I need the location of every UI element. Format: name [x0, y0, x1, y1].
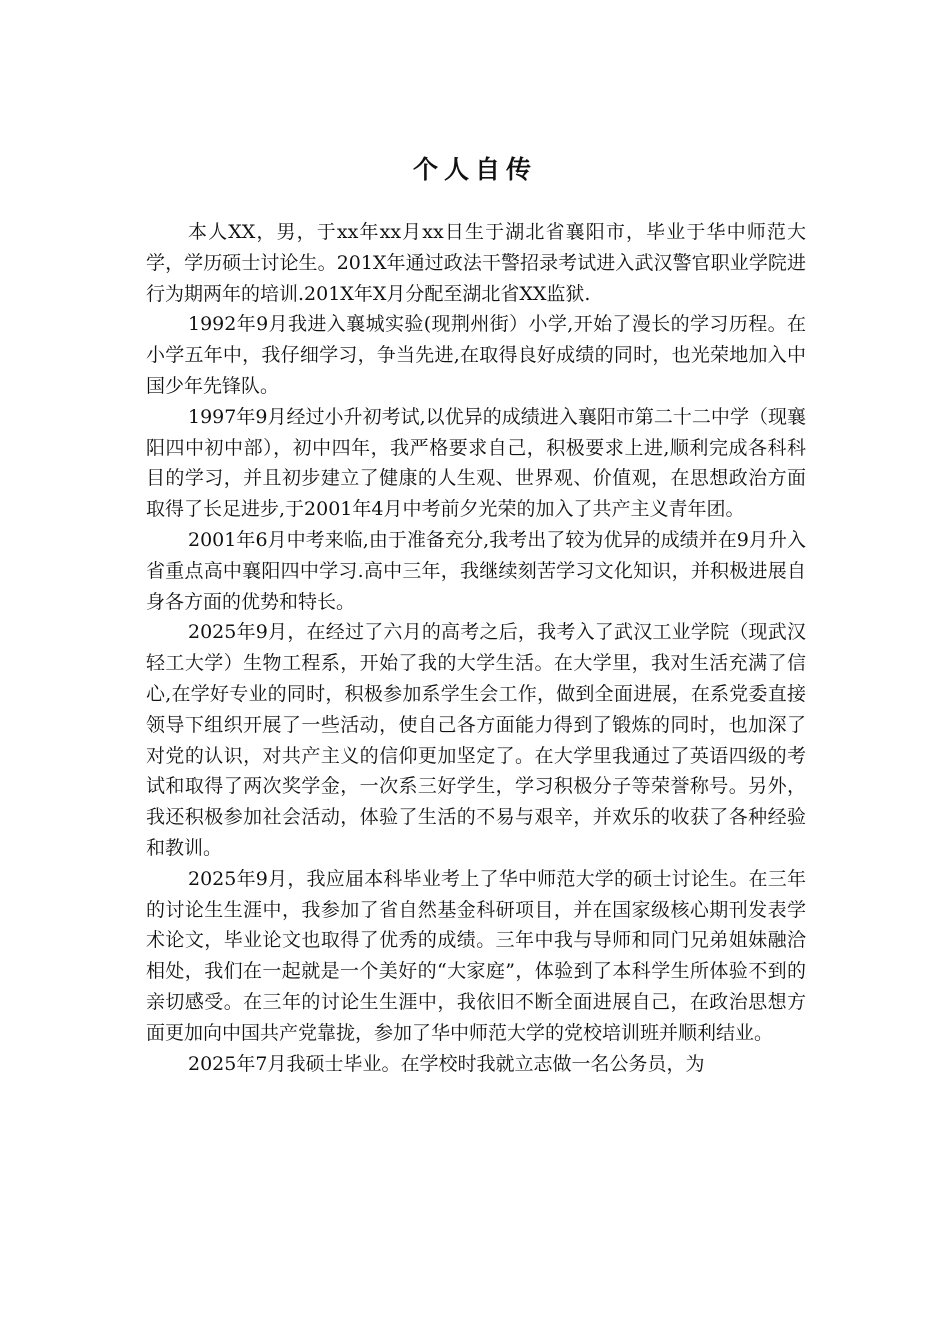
document-title: 个人自传 [412, 155, 537, 184]
paragraph-high-school: 2001年6月中考来临,由于准备充分,我考出了较为优异的成绩并在9月升入省重点高中襄阳四中学习.高中三年，我继续刻苦学习文化知识，并积极进展自身各方面的优势和特长。 [146, 528, 806, 613]
paragraph-university: 2025年9月，在经过了六月的高考之后，我考入了武汉工业学院（现武汉轻工大学）生物工程系，开始了我的大学生活。在大学里，我对生活充满了信心,在学好专业的同时，积极参加系学生会工作，做到全面进展，在系党委直接领导下组织开展了一些活动，使自己各方面能力得到了锻炼的同时，也加深了对党的认识，对共产主义的信仰更加坚定了。在大学里我通过了英语四级的考试和取得了两次奖学金，一次系三好学生，学习积极分子等荣誉称号。另外，我还积极参加社会活动，体验了生活的不易与艰辛，并欢乐的收获了各种经验和教训。 [146, 621, 806, 859]
paragraph-intro: 本人XX，男，于xx年xx月xx日生于湖北省襄阳市，毕业于华中师范大学，学历硕士讨论生。201X年通过政法干警招录考试进入武汉警官职业学院进行为期两年的培训.201X年X月分配至湖北省XX监狱. [146, 221, 806, 305]
paragraph-graduate-study: 2025年9月，我应届本科毕业考上了华中师范大学的硕士讨论生。在三年的讨论生生涯中，我参加了省自然基金科研项目，并在国家级核心期刊发表学术论文，毕业论文也取得了优秀的成绩。三年中我与导师和同门兄弟姐妹融洽相处，我们在一起就是一个美好的“大家庭”，体验到了本科学生所体验不到的亲切感受。在三年的讨论生生涯中，我依旧不断全面进展自己，在政治思想方面更加向中国共产党靠拢，参加了华中师范大学的党校培训班并顺利结业。 [146, 867, 806, 1044]
document-body [146, 217, 806, 1079]
paragraph-middle-school: 1997年9月经过小升初考试,以优异的成绩进入襄阳市第二十二中学（现襄阳四中初中部），初中四年，我严格要求自己，积极要求上进,顺利完成各科科目的学习，并且初步建立了健康的人生观、世界观、价值观，在思想政治方面取得了长足进步,于2001年4月中考前夕光荣的加入了共产主义青年团。 [146, 405, 806, 521]
paragraph-graduation: 2025年7月我硕士毕业。在学校时我就立志做一名公务员，为 [188, 1052, 705, 1075]
paragraph-primary-school: 1992年9月我进入襄城实验(现荆州街）小学,开始了漫长的学习历程。在小学五年中，我仔细学习，争当先进,在取得良好成绩的同时，也光荣地加入中国少年先锋队。 [146, 313, 806, 397]
